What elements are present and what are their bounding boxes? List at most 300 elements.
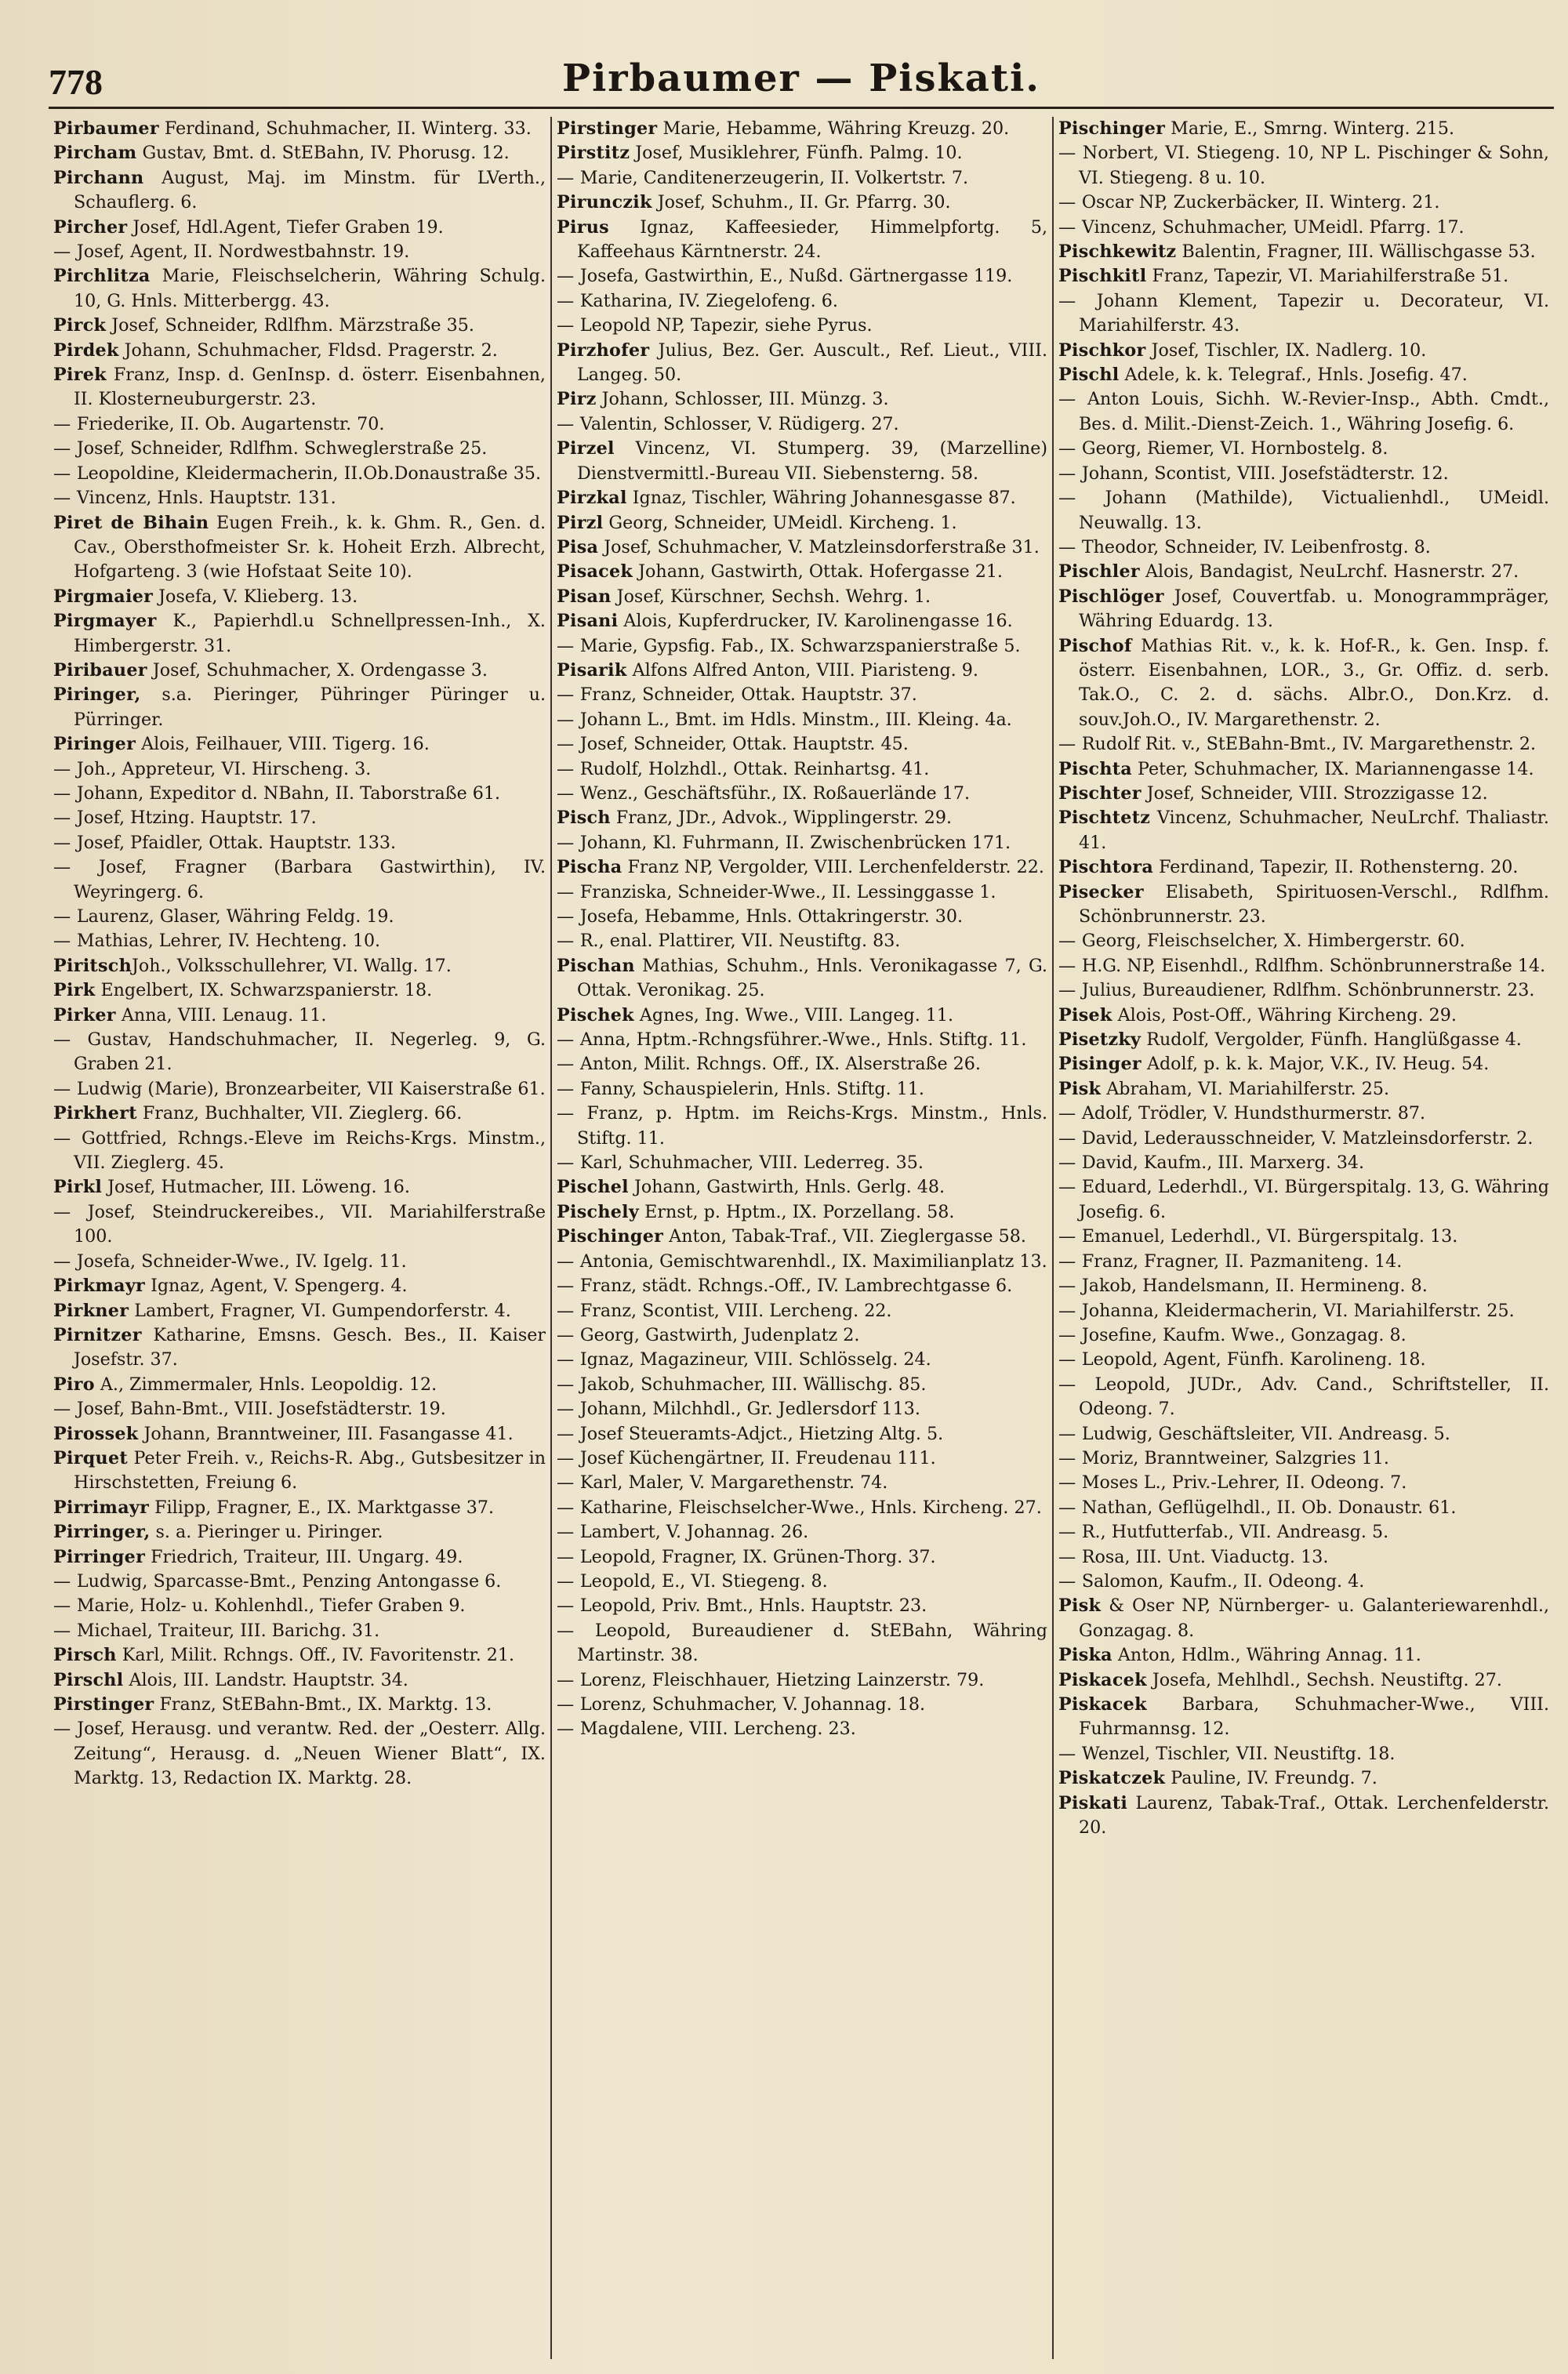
directory-entry bbox=[1058, 855, 1549, 880]
entry-details: Karl, Schuhmacher, VIII. Lederreg. 35. bbox=[579, 1153, 924, 1174]
entry-surname: Pircher bbox=[53, 216, 128, 238]
entry-surname: — bbox=[557, 1595, 580, 1617]
entry-surname: Pischl bbox=[1058, 365, 1120, 386]
entry-details: Vincenz, VI. Stumperg. 39, (Marzelline) Dienstvermittl.-Bureau VII. Siebensterng. 58. bbox=[577, 438, 1047, 484]
entry-details: Franz, Fragner, II. Pazmaniteng. 14. bbox=[1081, 1251, 1403, 1272]
entry-details: Johann L., Bmt. im Hdls. Minstm., III. Kleing. 4a. bbox=[579, 709, 1012, 730]
entry-surname: — bbox=[53, 413, 77, 434]
entry-details: Vincenz, Schuhmacher, UMeidl. Pfarrg. 17. bbox=[1081, 216, 1465, 238]
entry-details: Alfons Alfred Anton, VIII. Piaristeng. 9. bbox=[626, 659, 978, 681]
directory-entry bbox=[557, 117, 1047, 141]
directory-entry bbox=[1058, 264, 1549, 289]
directory-entry bbox=[557, 166, 1047, 191]
entry-details: Peter Freih. v., Reichs-R. Abg., Gutsbesitzer in Hirschstetten, Freiung 6. bbox=[74, 1447, 546, 1494]
entry-surname: — bbox=[557, 1694, 580, 1715]
directory-entry bbox=[53, 782, 546, 806]
entry-surname: Pirkmayr bbox=[53, 1276, 146, 1297]
entry-surname: Pisani bbox=[557, 611, 619, 632]
directory-entry bbox=[557, 1225, 1047, 1249]
entry-surname: — bbox=[53, 832, 77, 853]
entry-surname: Pirchann bbox=[53, 167, 144, 188]
entry-surname: Pirossek bbox=[53, 1423, 139, 1444]
directory-entry bbox=[557, 831, 1047, 855]
column-right bbox=[1052, 117, 1554, 2359]
entry-surname: — bbox=[1058, 463, 1082, 484]
entry-details: Josefa, Hebamme, Hnls. Ottakringerstr. 30. bbox=[579, 906, 964, 927]
entry-details: Lambert, Fragner, VI. Gumpendorferstr. 4. bbox=[129, 1300, 511, 1321]
entry-surname: Pisk bbox=[1058, 1078, 1102, 1099]
entry-details: Josef Küchengärtner, II. Freudenau 111. bbox=[579, 1447, 936, 1468]
directory-entry bbox=[53, 929, 546, 953]
directory-entry bbox=[53, 609, 546, 659]
entry-details: Marie, Canditenerzeugerin, II. Volkertstr. 7. bbox=[579, 167, 969, 188]
entry-details: Alois, Feilhauer, VIII. Tigerg. 16. bbox=[136, 734, 430, 755]
directory-entry bbox=[1058, 1250, 1549, 1274]
entry-surname: Pisa bbox=[557, 536, 599, 557]
entry-surname: — bbox=[557, 315, 580, 336]
entry-details: Lorenz, Schuhmacher, V. Johannag. 18. bbox=[579, 1694, 926, 1715]
entry-details: Joh., Volksschullehrer, VI. Wallg. 17. bbox=[132, 955, 452, 976]
directory-entry bbox=[557, 1077, 1047, 1102]
directory-entry bbox=[53, 1077, 546, 1102]
entry-details: Leopold, JUDr., Adv. Cand., Schriftsteller, II. Odeong. 7. bbox=[1079, 1374, 1549, 1420]
entry-surname: — bbox=[1058, 1743, 1082, 1764]
directory-entry bbox=[557, 1668, 1047, 1693]
directory-entry bbox=[53, 363, 546, 412]
entry-details: Marie, Holz- u. Kohlenhdl., Tiefer Graben 9. bbox=[76, 1595, 466, 1617]
entry-details: Leopold, Fragner, IX. Grünen-Thorg. 37. bbox=[579, 1546, 936, 1567]
entry-surname: — bbox=[557, 1103, 587, 1124]
entry-details: Franz, Scontist, VIII. Lercheng. 22. bbox=[579, 1300, 892, 1321]
entry-surname: — bbox=[53, 931, 77, 952]
directory-entry bbox=[53, 1004, 546, 1028]
entry-details: Anna, VIII. Lenaug. 11. bbox=[115, 1004, 327, 1025]
entry-details: Josef, Musiklehrer, Fünfh. Palmg. 10. bbox=[630, 143, 963, 164]
directory-entry bbox=[557, 1102, 1047, 1151]
entry-details: Valentin, Schlosser, V. Rüdigerg. 27. bbox=[579, 413, 899, 434]
entry-surname: Pirbaumer bbox=[53, 118, 159, 139]
entry-surname: — bbox=[1058, 1522, 1082, 1543]
directory-entry bbox=[53, 1594, 546, 1618]
directory-entry bbox=[1058, 1668, 1549, 1693]
entry-details: Johann, Gastwirth, Ottak. Hofergasse 21. bbox=[633, 561, 1003, 583]
entry-surname: — bbox=[557, 1472, 580, 1494]
entry-surname: — bbox=[53, 1399, 77, 1420]
directory-entry bbox=[557, 855, 1047, 880]
entry-details: Josef, Schneider, VIII. Strozzigasse 12. bbox=[1141, 782, 1488, 804]
entry-surname: Pirker bbox=[53, 1004, 116, 1025]
entry-details: Johann (Mathilde), Victualienhdl., UMeidl. Neuwallg. 13. bbox=[1079, 488, 1550, 533]
entry-surname: — bbox=[557, 1251, 580, 1272]
directory-entry bbox=[53, 314, 546, 338]
entry-details: Johann, Scontist, VIII. Josefstädterstr. 12. bbox=[1081, 463, 1449, 484]
entry-surname: Pisarik bbox=[557, 659, 627, 681]
directory-entry bbox=[53, 905, 546, 929]
directory-entry bbox=[1058, 437, 1549, 461]
directory-entry bbox=[557, 289, 1047, 314]
entry-surname: Pirgmayer bbox=[53, 611, 157, 632]
entry-details: Ludwig, Sparcasse-Bmt., Penzing Antongasse 6. bbox=[76, 1570, 502, 1592]
directory-entry bbox=[53, 1373, 546, 1397]
entry-details: Ludwig, Geschäftsleiter, VII. Andreasg. 5. bbox=[1081, 1423, 1450, 1444]
entry-surname: Piro bbox=[53, 1374, 95, 1395]
directory-entry bbox=[53, 1693, 546, 1717]
directory-entry bbox=[53, 339, 546, 363]
entry-surname: — bbox=[1058, 1251, 1082, 1272]
entry-details: Adolf, p. k. k. Major, V.K., IV. Heug. 54. bbox=[1141, 1054, 1490, 1075]
entry-details: Josefine, Kaufm. Wwe., Gonzagag. 8. bbox=[1081, 1324, 1406, 1345]
entry-details: Franziska, Schneider-Wwe., II. Lessinggasse 1. bbox=[579, 881, 996, 902]
entry-surname: Piret de Bihain bbox=[53, 512, 209, 533]
directory-entry bbox=[557, 1594, 1047, 1618]
entry-details: Balentin, Fragner, III. Wällischgasse 53. bbox=[1176, 241, 1536, 263]
directory-entry bbox=[53, 757, 546, 782]
entry-details: Oscar NP, Zuckerbäcker, II. Winterg. 21. bbox=[1081, 192, 1440, 213]
entry-details: Johann, Schlosser, III. Münzg. 3. bbox=[596, 389, 889, 410]
directory-entry bbox=[557, 264, 1047, 289]
entry-surname: Pirk bbox=[53, 980, 96, 1001]
directory-entry bbox=[1058, 141, 1549, 191]
directory-entry bbox=[1058, 1520, 1549, 1545]
entry-details: Wenzel, Tischler, VII. Neustiftg. 18. bbox=[1081, 1743, 1396, 1764]
entry-surname: Pirringer bbox=[53, 1546, 146, 1567]
entry-surname: — bbox=[557, 635, 580, 656]
entry-details: Josef, Hdl.Agent, Tiefer Graben 19. bbox=[127, 216, 444, 238]
columns bbox=[49, 117, 1554, 2359]
directory-entry bbox=[557, 1496, 1047, 1520]
directory-entry bbox=[1058, 117, 1549, 141]
entry-surname: — bbox=[557, 1276, 580, 1297]
directory-entry bbox=[53, 732, 546, 757]
entry-details: Jakob, Schuhmacher, III. Wällischg. 85. bbox=[579, 1374, 927, 1395]
directory-entry bbox=[53, 1397, 546, 1421]
entry-surname: — bbox=[1058, 1570, 1082, 1592]
entry-surname: Pischlöger bbox=[1058, 586, 1164, 607]
entry-surname: — bbox=[557, 167, 580, 188]
entry-details: Josef, Agent, II. Nordwestbahnstr. 19. bbox=[76, 241, 410, 263]
entry-details: Eugen Freih., k. k. Ghm. R., Gen. d. Cav., Obersthofmeister Sr. k. Hoheit Erzh. Albrecht, Hofgarteng. 3 (wie Hofstaat Seite 10). bbox=[74, 512, 546, 583]
directory-entry bbox=[557, 1151, 1047, 1175]
entry-details: Mathias Rit. v., k. k. Hof-R., k. Gen. Insp. f. österr. Eisenbahnen, LOR., 3., Gr. Offiz. d. serb. Tak.O., C. 2. d. sächs. Albr.O., Don.Krz. d. souv.Joh.O., IV. Margarethenstr. 2. bbox=[1079, 635, 1549, 730]
directory-entry bbox=[1058, 1496, 1549, 1520]
entry-details: Josef, Schuhm., II. Gr. Pfarrg. 30. bbox=[652, 192, 951, 213]
directory-entry bbox=[1058, 387, 1549, 437]
directory-entry bbox=[53, 1299, 546, 1323]
directory-entry bbox=[557, 1717, 1047, 1741]
entry-details: Josef, Htzing. Hauptstr. 17. bbox=[76, 808, 317, 829]
directory-entry bbox=[53, 1422, 546, 1447]
entry-surname: — bbox=[1058, 1226, 1082, 1247]
entry-surname: Pirek bbox=[53, 365, 107, 386]
directory-entry bbox=[53, 166, 546, 216]
entry-surname: — bbox=[53, 1201, 88, 1222]
entry-details: Anton, Milit. Rchngs. Off., IX. Alserstraße 26. bbox=[579, 1054, 981, 1075]
directory-entry bbox=[557, 659, 1047, 683]
directory-entry bbox=[53, 806, 546, 830]
entry-surname: — bbox=[557, 734, 580, 755]
entry-details: Johann, Kl. Fuhrmann, II. Zwischenbrücken 171. bbox=[579, 832, 1011, 853]
entry-details: Ignaz, Kaffeesieder, Himmelpfortg. 5, Kaffeehaus Kärntnerstr. 24. bbox=[577, 216, 1047, 263]
running-head bbox=[49, 56, 1554, 109]
entry-details: R., Hutfutterfab., VII. Andreasg. 5. bbox=[1081, 1522, 1389, 1543]
entry-details: Pauline, IV. Freundg. 7. bbox=[1165, 1768, 1377, 1789]
directory-entry bbox=[1058, 462, 1549, 486]
entry-details: Laurenz, Glaser, Währing Feldg. 19. bbox=[76, 906, 394, 927]
entry-details: Ignaz, Tischler, Währing Johannesgasse 87. bbox=[626, 488, 1016, 509]
entry-surname: Piritsch bbox=[53, 955, 132, 976]
entry-details: Johann, Branntweiner, III. Fasangasse 41. bbox=[138, 1423, 514, 1444]
directory-entry bbox=[53, 216, 546, 240]
entry-surname: — bbox=[1058, 1127, 1082, 1149]
entry-details: Vincenz, Schuhmacher, NeuLrchf. Thaliastr. 41. bbox=[1079, 808, 1549, 853]
directory-entry bbox=[53, 117, 546, 141]
entry-surname: — bbox=[53, 1127, 82, 1149]
entry-surname: Piringer bbox=[53, 734, 136, 755]
entry-details: Franz, Schneider, Ottak. Hauptstr. 37. bbox=[579, 684, 917, 706]
entry-details: Lorenz, Fleischhauer, Hietzing Lainzerstr. 79. bbox=[579, 1669, 985, 1690]
directory-entry bbox=[1058, 978, 1549, 1003]
entry-surname: Pisetzky bbox=[1058, 1029, 1142, 1051]
entry-details: Joh., Appreteur, VI. Hirscheng. 3. bbox=[76, 758, 372, 779]
entry-details: Eduard, Lederhdl., VI. Bürgerspitalg. 13, G. Währing Josefig. 6. bbox=[1079, 1177, 1549, 1222]
entry-surname: Pirkl bbox=[53, 1177, 103, 1198]
entry-surname: Pirstitz bbox=[557, 143, 630, 164]
entry-details: Fanny, Schauspielerin, Hnls. Stiftg. 11. bbox=[579, 1078, 924, 1099]
entry-details: Josef, Tischler, IX. Nadlerg. 10. bbox=[1145, 339, 1427, 361]
entry-surname: — bbox=[557, 684, 580, 706]
directory-entry bbox=[557, 1397, 1047, 1421]
entry-surname: — bbox=[1058, 1546, 1082, 1567]
directory-entry bbox=[1058, 1299, 1549, 1323]
entry-details: Alois, Post-Off., Währing Kircheng. 29. bbox=[1112, 1004, 1457, 1025]
entry-surname: — bbox=[557, 1324, 580, 1345]
entry-details: Josef, Schuhmacher, X. Ordengasse 3. bbox=[147, 659, 488, 681]
entry-surname: Pischler bbox=[1058, 561, 1140, 583]
entry-surname: — bbox=[557, 1620, 595, 1641]
directory-entry bbox=[557, 486, 1047, 510]
directory-entry bbox=[557, 339, 1047, 388]
entry-details: Marie, E., Smrng. Winterg. 215. bbox=[1165, 118, 1455, 139]
entry-surname: — bbox=[53, 782, 77, 804]
entry-details: Leopold, Agent, Fünfh. Karolineng. 18. bbox=[1081, 1349, 1426, 1370]
directory-entry bbox=[1058, 1225, 1549, 1249]
entry-surname: Pirstinger bbox=[53, 1694, 154, 1715]
entry-surname: Pischtetz bbox=[1058, 808, 1151, 829]
entry-surname: Piribauer bbox=[53, 659, 147, 681]
entry-surname: Pischel bbox=[557, 1177, 629, 1198]
entry-details: Johann, Expeditor d. NBahn, II. Taborstraße 61. bbox=[76, 782, 501, 804]
entry-surname: Pirzhofer bbox=[557, 339, 650, 361]
directory-entry bbox=[1058, 634, 1549, 733]
directory-entry bbox=[557, 437, 1047, 486]
entry-surname: — bbox=[1058, 1153, 1082, 1174]
directory-entry bbox=[1058, 806, 1549, 855]
directory-entry bbox=[1058, 1643, 1549, 1668]
directory-entry bbox=[1058, 363, 1549, 387]
directory-entry bbox=[53, 1127, 546, 1176]
entry-surname: — bbox=[557, 1054, 580, 1075]
entry-surname: Pisek bbox=[1058, 1004, 1112, 1025]
entry-surname: — bbox=[557, 906, 580, 927]
entry-details: Filipp, Fragner, E., IX. Marktgasse 37. bbox=[149, 1497, 495, 1518]
entry-details: Georg, Gastwirth, Judenplatz 2. bbox=[579, 1324, 860, 1345]
entry-details: Anna, Hptm.-Rchngsführer.-Wwe., Hnls. Stiftg. 11. bbox=[579, 1029, 1027, 1051]
entry-surname: Pirzl bbox=[557, 512, 604, 533]
entry-details: Johann, Gastwirth, Hnls. Gerlg. 48. bbox=[628, 1177, 946, 1198]
entry-surname: — bbox=[1058, 192, 1082, 213]
entry-details: Friedrich, Traiteur, III. Ungarg. 49. bbox=[145, 1546, 463, 1567]
entry-surname: — bbox=[1058, 980, 1082, 1001]
entry-details: Emanuel, Lederhdl., VI. Bürgerspitalg. 13. bbox=[1081, 1226, 1458, 1247]
directory-entry bbox=[1058, 1348, 1549, 1372]
entry-surname: Pirus bbox=[557, 216, 609, 238]
directory-entry bbox=[53, 240, 546, 264]
directory-entry bbox=[557, 1348, 1047, 1372]
entry-surname: — bbox=[557, 1153, 580, 1174]
entry-surname: — bbox=[53, 1078, 77, 1099]
entry-details: Josef, Fragner (Barbara Gastwirthin), IV. Weyringerg. 6. bbox=[74, 857, 546, 902]
entry-details: Josefa, Gastwirthin, E., Nußd. Gärtnergasse 119. bbox=[579, 266, 1013, 287]
column-middle bbox=[550, 117, 1052, 2359]
directory-entry bbox=[557, 683, 1047, 707]
entry-details: R., enal. Plattirer, VII. Neustiftg. 83. bbox=[579, 931, 901, 952]
directory-entry bbox=[53, 1102, 546, 1126]
directory-entry bbox=[1058, 732, 1549, 757]
directory-entry bbox=[557, 1052, 1047, 1076]
directory-entry bbox=[557, 314, 1047, 338]
entry-surname: — bbox=[557, 782, 580, 804]
entry-details: Josef, Steindruckereibes., VII. Mariahilferstraße 100. bbox=[74, 1201, 546, 1247]
entry-surname: — bbox=[1058, 536, 1082, 557]
entry-details: Rudolf, Holzhdl., Ottak. Reinhartsg. 41. bbox=[579, 758, 930, 779]
entry-surname: — bbox=[557, 1399, 580, 1420]
directory-entry bbox=[557, 412, 1047, 437]
entry-details: Josefa, Mehlhdl., Sechsh. Neustiftg. 27. bbox=[1146, 1669, 1502, 1690]
entry-details: August, Maj. im Minstm. für LVerth., Schauflerg. 6. bbox=[74, 167, 546, 213]
directory-entry bbox=[1058, 216, 1549, 240]
entry-surname: Piskatczek bbox=[1058, 1768, 1166, 1789]
entry-details: Leopold, E., VI. Stiegeng. 8. bbox=[579, 1570, 828, 1592]
entry-details: Katharina, IV. Ziegelofeng. 6. bbox=[579, 290, 838, 311]
entry-surname: Pirnitzer bbox=[53, 1324, 142, 1345]
entry-details: Vincenz, Hnls. Hauptstr. 131. bbox=[76, 488, 336, 509]
directory-entry bbox=[1058, 560, 1549, 584]
directory-entry bbox=[1058, 1471, 1549, 1495]
entry-details: Moses L., Priv.-Lehrer, II. Odeong. 7. bbox=[1081, 1472, 1407, 1494]
entry-surname: Pirkhert bbox=[53, 1103, 137, 1124]
entry-surname: — bbox=[557, 881, 580, 902]
directory-entry bbox=[53, 1323, 546, 1373]
directory-entry bbox=[557, 191, 1047, 215]
entry-surname: Pischely bbox=[557, 1201, 640, 1222]
entry-surname: Pischek bbox=[557, 1004, 634, 1025]
entry-surname: — bbox=[53, 906, 77, 927]
entry-surname: Piska bbox=[1058, 1645, 1112, 1666]
entry-surname: Pischkor bbox=[1058, 339, 1146, 361]
entry-details: Johann, Milchhdl., Gr. Jedlersdorf 113. bbox=[579, 1399, 920, 1420]
entry-surname: Pirck bbox=[53, 315, 107, 336]
entry-details: Leopold, Bureaudiener d. StEBahn, Währing Martinstr. 38. bbox=[577, 1620, 1047, 1666]
entry-surname: — bbox=[1058, 1300, 1082, 1321]
entry-details: Alois, III. Landstr. Hauptstr. 34. bbox=[123, 1669, 408, 1690]
entry-surname: — bbox=[557, 1719, 580, 1740]
directory-entry bbox=[1058, 1766, 1549, 1791]
entry-surname: — bbox=[557, 290, 580, 311]
entry-surname: Piringer, bbox=[53, 684, 141, 706]
directory-entry bbox=[557, 782, 1047, 806]
entry-surname: — bbox=[557, 758, 580, 779]
entry-surname: Piskacek bbox=[1058, 1669, 1147, 1690]
entry-details: Nathan, Geflügelhdl., II. Ob. Donaustr. 61. bbox=[1081, 1497, 1457, 1518]
directory-entry bbox=[1058, 486, 1549, 535]
directory-entry bbox=[1058, 954, 1549, 978]
entry-details: Lambert, V. Johannag. 26. bbox=[579, 1522, 809, 1543]
page-number: 778 bbox=[49, 62, 103, 102]
entry-details: Franz, Buchhalter, VII. Zieglerg. 66. bbox=[136, 1103, 463, 1124]
directory-entry bbox=[1058, 1447, 1549, 1471]
directory-entry bbox=[1058, 1028, 1549, 1052]
entry-surname: — bbox=[557, 709, 580, 730]
entry-details: Georg, Fleischselcher, X. Himbergerstr. 60. bbox=[1081, 931, 1465, 952]
directory-entry bbox=[53, 437, 546, 461]
directory-entry bbox=[53, 659, 546, 683]
entry-surname: Pischinger bbox=[1058, 118, 1166, 139]
directory-entry bbox=[53, 1643, 546, 1668]
entry-details: Rosa, III. Unt. Viaductg. 13. bbox=[1081, 1546, 1329, 1567]
entry-surname: — bbox=[1058, 1423, 1082, 1444]
entry-details: Anton Louis, Sichh. W.-Revier-Insp., Abth. Cmdt., Bes. d. Milit.-Dienst-Zeich. 1., Währing Josefig. 6. bbox=[1079, 389, 1550, 434]
directory-entry bbox=[557, 806, 1047, 830]
entry-details: K., Papierhdl.u Schnellpressen-Inh., X. Himbergerstr. 31. bbox=[74, 611, 546, 656]
entry-details: Franz, Tapezir, VI. Mariahilferstraße 51. bbox=[1146, 266, 1509, 287]
entry-surname: Pischtora bbox=[1058, 857, 1154, 878]
entry-details: Ernst, p. Hptm., IX. Porzellang. 58. bbox=[639, 1201, 955, 1222]
entry-surname: — bbox=[557, 1447, 580, 1468]
entry-surname: — bbox=[557, 931, 580, 952]
entry-details: Rudolf Rit. v., StEBahn-Bmt., IV. Margarethenstr. 2. bbox=[1081, 734, 1537, 755]
directory-entry bbox=[53, 141, 546, 165]
entry-surname: — bbox=[557, 1078, 580, 1099]
entry-surname: — bbox=[1058, 216, 1082, 238]
entry-details: Franz, Insp. d. GenInsp. d. österr. Eisenbahnen, II. Klosterneuburgerstr. 23. bbox=[74, 365, 546, 410]
entry-surname: Piskacek bbox=[1058, 1694, 1147, 1715]
entry-details: Friederike, II. Ob. Augartenstr. 70. bbox=[76, 413, 385, 434]
entry-surname: Pisan bbox=[557, 586, 612, 607]
directory-entry bbox=[557, 1200, 1047, 1225]
directory-entry bbox=[53, 412, 546, 437]
entry-details: Josefa, Schneider-Wwe., IV. Igelg. 11. bbox=[76, 1251, 407, 1272]
entry-details: Katharine, Emsns. Gesch. Bes., II. Kaiser Josefstr. 37. bbox=[74, 1324, 546, 1370]
directory-entry bbox=[1058, 880, 1549, 930]
entry-details: Laurenz, Tabak-Traf., Ottak. Lerchenfelderstr. 20. bbox=[1079, 1792, 1549, 1839]
entry-surname: — bbox=[1058, 389, 1088, 410]
entry-details: Gustav, Bmt. d. StEBahn, IV. Phorusg. 12. bbox=[136, 143, 510, 164]
entry-details: Moriz, Branntweiner, Salzgries 11. bbox=[1081, 1447, 1389, 1468]
directory-entry bbox=[557, 708, 1047, 732]
directory-entry bbox=[1058, 585, 1549, 634]
entry-details: Ignaz, Magazineur, VIII. Schlösselg. 24. bbox=[579, 1349, 931, 1370]
entry-details: Georg, Riemer, VI. Hornbostelg. 8. bbox=[1081, 438, 1388, 459]
entry-surname: — bbox=[53, 463, 77, 484]
entry-details: Marie, Gypsfig. Fab., IX. Schwarzspanierstraße 5. bbox=[579, 635, 1021, 656]
directory-entry bbox=[557, 585, 1047, 609]
entry-surname: — bbox=[53, 1719, 78, 1740]
directory-entry bbox=[53, 1520, 546, 1545]
directory-entry bbox=[557, 1299, 1047, 1323]
entry-surname: — bbox=[557, 1497, 580, 1518]
directory-entry bbox=[557, 1619, 1047, 1668]
directory-entry bbox=[557, 387, 1047, 412]
